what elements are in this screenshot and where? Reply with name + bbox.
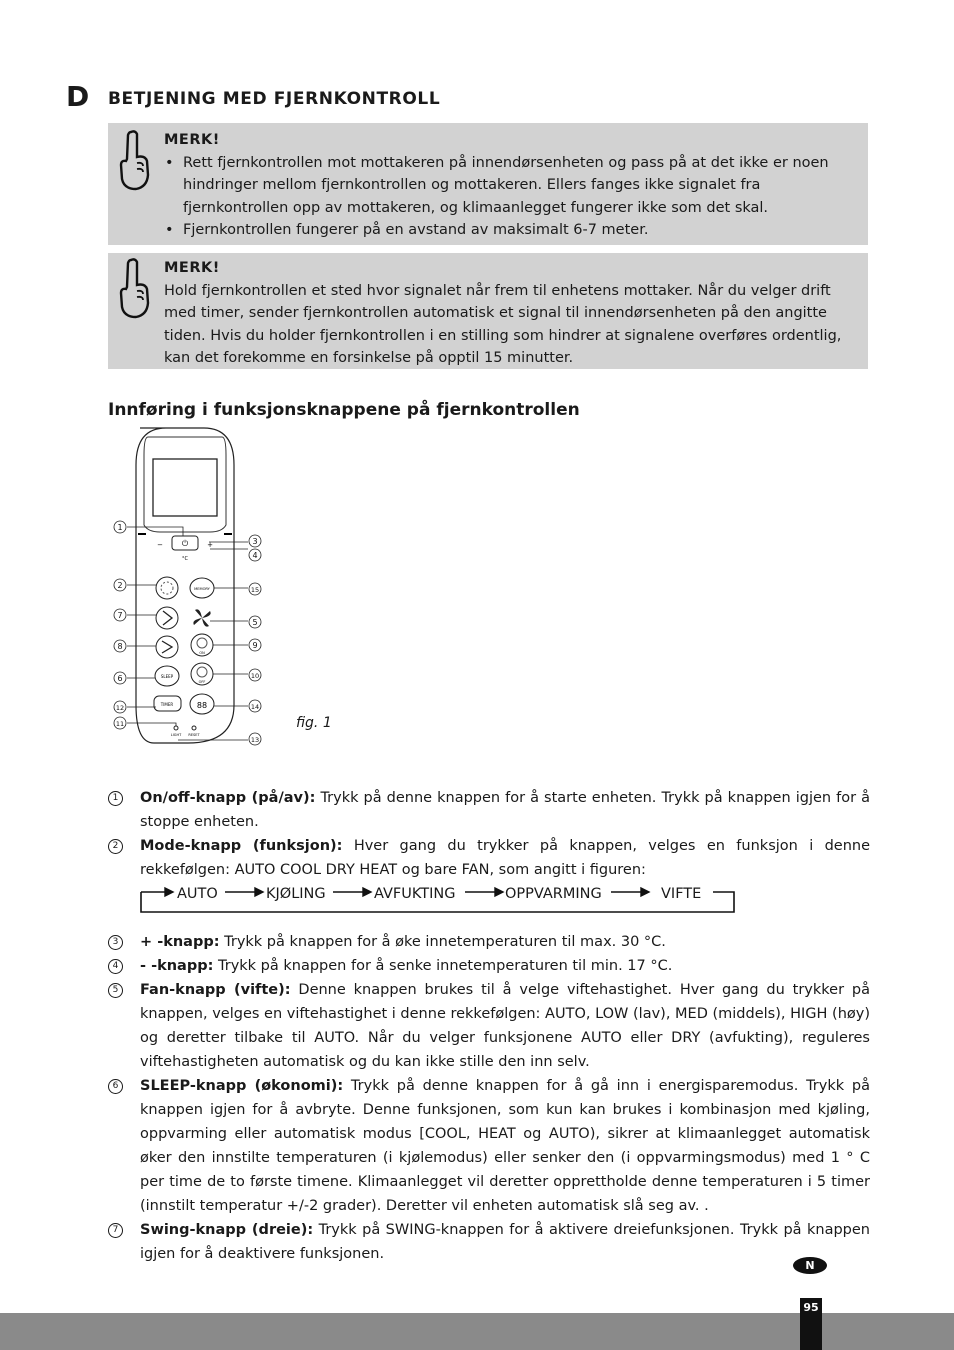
subheading: Innføring i funksjonsknappene på fjernkontrollen: [108, 400, 580, 420]
sleep-label: SLEEP: [160, 674, 174, 679]
callout-10-num: 10: [250, 672, 260, 680]
item-number: 7: [108, 1223, 123, 1238]
item-number: 2: [108, 839, 123, 854]
callout-11-num: 11: [115, 720, 125, 728]
section-title: BETJENING MED FJERNKONTROLL: [108, 89, 441, 109]
item-text: Denne knappen brukes til å velge viftehastighet. Hver gang du trykker på knappen, velges en viftehastighet i denne rekkefølgen: AUTO, LOW (lav), MED (middels), HIGH (høy) og deretter tilbake til AUTO. Når du velger funksjonene AUTO eller DRY (avfukting), reguleres viftehastigheten automatisk og du kan ikke stille den inn selv.: [140, 982, 870, 1070]
callout-15-num: 15: [250, 586, 260, 594]
note-bullet: • Rett fjernkontrollen mot mottakeren på innendørsenheten og pass på at det ikke er noen hindringer mellom fjernkontrollen og mottakeren. Ellers fanges ikke signalet fra fjernkontrollen opp av mottakeren, og klimaanlegget fungerer ikke som det skal.: [164, 152, 860, 220]
light-label: LIGHT: [170, 733, 182, 737]
section-letter: D: [66, 80, 90, 113]
button-descriptions: [108, 786, 870, 1266]
timer-label: TIMER: [160, 702, 174, 707]
mode-heating: OPPVARMING: [505, 886, 602, 902]
callout-9-num: 9: [252, 641, 258, 650]
mode-dehumidify: AVFUKTING: [374, 886, 456, 902]
item-label: - -knapp:: [140, 958, 214, 974]
item-text: Trykk på denne knappen for å starte enheten. Trykk på knappen igjen for å stoppe enheten.: [140, 790, 870, 830]
item-text: Trykk på knappen for å øke innetemperaturen til max. 30 °C.: [219, 934, 666, 950]
callout-12-num: 12: [115, 704, 125, 712]
mode-cooling: KJØLING: [266, 886, 326, 902]
item-label: Swing-knapp (dreie):: [140, 1222, 314, 1238]
callout-7-num: 7: [117, 611, 123, 620]
item-label: Fan-knapp (vifte):: [140, 982, 291, 998]
item-text: Trykk på knappen for å senke innetemperaturen til min. 17 °C.: [213, 958, 673, 974]
list-item: [108, 954, 870, 978]
memory-label: MEMORY: [194, 587, 210, 591]
list-item: [108, 834, 870, 882]
callout-8-num: 8: [117, 642, 123, 651]
note-heading: MERK!: [164, 132, 220, 148]
list-item: [108, 786, 870, 834]
off-label: OFF: [198, 680, 206, 684]
item-text: Trykk på denne knappen for å gå inn i energisparemodus. Trykk på knappen igjen for å avbryte. Denne funksjonen, som kun kan brukes i kombinasjon med kjøling, oppvarming eller automatisk modus [COOL, HEAT og AUTO), sikrer at klimaanlegget automatisk øker den innstilte temperaturen (i kjølemodus) eller senker den (i oppvarmingsmodus) med 1 ° C per time de to første timene. Klimaanlegget vil deretter opprettholde denne temperaturen i 5 timer (innstilt temperatur +/-2 grader). Deretter vil enheten automatisk slå seg av. .: [140, 1078, 870, 1214]
note-box-2: [108, 253, 868, 369]
figure-caption: fig. 1: [296, 715, 332, 731]
reset-label: RESET: [188, 733, 200, 737]
deg-c-label: °C: [182, 556, 188, 562]
callout-4-num: 4: [252, 551, 258, 560]
language-badge: N: [793, 1257, 827, 1274]
note-text: Hold fjernkontrollen et sted hvor signalet når frem til enhetens mottaker. Når du velger drift med timer, sender fjernkontrollen automatisk et signal til innendørsenheten på den angitte tiden. Hvis du holder fjernkontrollen i en stilling som hindrer at signalene overføres ordentlig, kan det forekomme en forsinkelse på opptil 15 minutter.: [164, 282, 842, 366]
item-text: Trykk på SWING-knappen for å aktivere dreiefunksjonen. Trykk på knappen igjen for å deaktivere funksjonen.: [140, 1222, 870, 1262]
power-icon: ⏻: [181, 539, 189, 548]
list-item: [108, 978, 870, 1074]
callout-5-num: 5: [252, 618, 258, 627]
callout-6-num: 6: [117, 674, 123, 683]
pointing-hand-icon: [116, 129, 152, 191]
item-label: On/off-knapp (på/av):: [140, 790, 316, 806]
item-number: 6: [108, 1079, 123, 1094]
item-number: 1: [108, 791, 123, 806]
callout-13-num: 13: [250, 736, 260, 744]
callout-1-num: 1: [117, 523, 123, 532]
list-item: [108, 930, 870, 954]
item-label: SLEEP-knapp (økonomi):: [140, 1078, 344, 1094]
callout-14-num: 14: [250, 703, 260, 711]
plus-symbol: +: [207, 541, 213, 549]
remote-control-figure: [110, 425, 280, 750]
note-heading: MERK!: [164, 260, 220, 276]
item-number: 4: [108, 959, 123, 974]
note-bullet: • Fjernkontrollen fungerer på en avstand av maksimalt 6-7 meter.: [164, 219, 860, 242]
eight-eight-icon: 88: [196, 701, 208, 710]
item-number: 3: [108, 935, 123, 950]
pointing-hand-icon: [116, 257, 152, 319]
item-label: Mode-knapp (funksjon):: [140, 838, 343, 854]
list-item: [108, 1218, 870, 1266]
item-number: 5: [108, 983, 123, 998]
callout-2-num: 2: [117, 581, 123, 590]
mode-auto: AUTO: [177, 886, 218, 902]
note-box-1: [108, 123, 868, 245]
mode-sequence-diagram: [108, 882, 870, 930]
callout-3-num: 3: [252, 537, 258, 546]
item-text: Hver gang du trykker på knappen, velges en funksjon i denne rekkefølgen: AUTO COOL DRY HEAT og bare FAN, som angitt i figuren:: [140, 838, 870, 878]
page-number: 95: [800, 1298, 822, 1350]
list-item: [108, 1074, 870, 1218]
lcd-screen: [153, 459, 217, 516]
mode-fan: VIFTE: [661, 886, 702, 902]
item-label: + -knapp:: [140, 934, 220, 950]
minus-symbol: −: [157, 541, 163, 549]
on-label: ON: [199, 651, 205, 655]
